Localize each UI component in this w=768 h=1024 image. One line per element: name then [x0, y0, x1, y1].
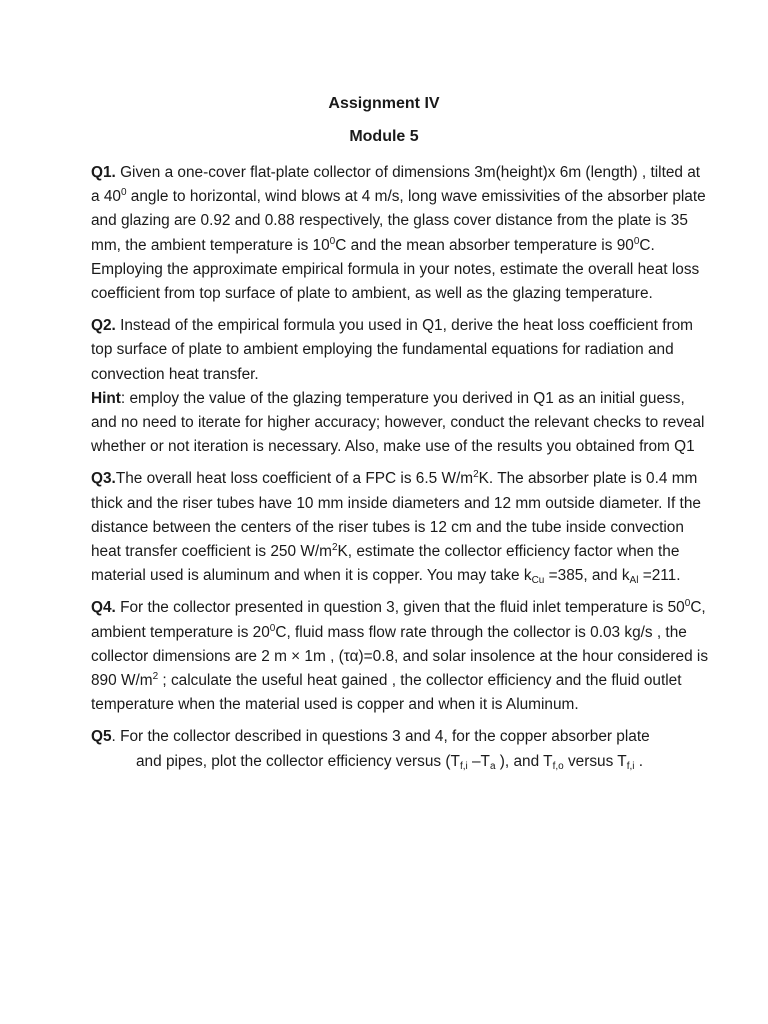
- q3-sub-al: Al: [629, 575, 639, 587]
- question-4: [91, 596, 711, 717]
- q3-text-a: The overall heat loss coefficient of a FPC is 6.5 W/m: [115, 470, 474, 488]
- q4-sup-a: 0: [684, 598, 691, 610]
- q5-text-f: .: [634, 752, 644, 770]
- question-2-hint: [91, 387, 711, 460]
- q3-sup-b: 2: [331, 542, 338, 554]
- q3-sup-a: 2: [473, 469, 479, 481]
- q3-text-c: K, estimate the collector efficiency factor when the material used is aluminum and when it is copper. You may take k: [91, 543, 680, 585]
- q3-text-b: K. The absorber plate is 0.4 mm thick and the riser tubes have 10 mm inside diameters and 12 mm outside diameter. If the distance between the centers of the riser tubes is 12 cm and the tube inside convection heat transfer coefficient is 250 W/m: [91, 470, 701, 561]
- page-title: Assignment IV: [328, 95, 440, 112]
- q1-text-c: C and the mean absorber temperature is 90: [335, 236, 634, 254]
- hint-text: : employ the value of the glazing temperature you derived in Q1 as an initial guess, and no need to iterate for higher accuracy; however, conduct the relevant checks to reveal whether or not iteration is necessary. Also, make use of the results you obtained from Q1: [91, 389, 705, 456]
- q1-sup-b: 0: [329, 235, 336, 247]
- q4-sup-b: 0: [269, 622, 276, 634]
- question-1: [91, 161, 711, 258]
- q4-text-c: C, fluid mass flow rate through the collector is 0.03 kg/s , the collector dimensions are 2 m × 1m , (τα)=0.8, and solar insolence at the hour considered is 890 W/m: [91, 623, 709, 690]
- q1-sup-c: 0: [633, 235, 640, 247]
- q5-text-e: versus T: [563, 752, 627, 770]
- q5-text-a: . For the collector described in questions 3 and 4, for the copper absorber plate: [111, 728, 650, 746]
- question-5-cont: [91, 750, 711, 774]
- question-5: [91, 725, 711, 749]
- q3-text-e: =211.: [638, 567, 681, 585]
- q2-label: Q2.: [91, 317, 116, 335]
- q4-label: Q4.: [91, 599, 116, 617]
- hint-label: Hint: [91, 389, 121, 407]
- page-subtitle: Module 5: [349, 128, 419, 145]
- questions: [91, 161, 711, 774]
- q5-sub-a: a: [489, 760, 496, 772]
- q1-text-a: Given a one-cover flat-plate collector of dimensions 3m(height)x 6m (length) , tilted at a 40: [91, 164, 701, 206]
- q3-sub-cu: Cu: [531, 575, 545, 587]
- q1-sup-a: 0: [120, 187, 127, 199]
- q2-text: Instead of the empirical formula you used in Q1, derive the heat loss coefficient from top surface of plate to ambient employing the fundamental equations for radiation and convection heat transfer.: [91, 317, 693, 383]
- q1-text-d: C.: [639, 236, 655, 254]
- question-1-task: Employing the approximate empirical formula in your notes, estimate the overall heat loss coefficient from top surface of plate to ambient, as well as the glazing temperature.: [91, 260, 700, 303]
- q4-text-d: ; calculate the useful heat gained , the collector efficiency and the fluid outlet temperature when the material used is copper and when it is Aluminum.: [91, 672, 682, 714]
- q4-text-a: For the collector presented in question 3, given that the fluid inlet temperature is 50: [115, 599, 685, 617]
- q5-sub-fi-2: f,i: [626, 760, 635, 772]
- question-3: [91, 467, 711, 588]
- question-2: [91, 314, 711, 387]
- q4-text-b: C, ambient temperature is 20: [91, 599, 706, 641]
- q1-label: Q1.: [91, 164, 116, 181]
- q5-text-b: and pipes, plot the collector efficiency versus (T: [136, 752, 460, 770]
- q5-text-d: ), and T: [495, 752, 553, 770]
- q3-text-d: =385, and k: [544, 567, 630, 585]
- q5-text-c: –T: [467, 752, 490, 770]
- q5-sub-fi: f,i: [459, 760, 468, 772]
- q3-label: Q3.: [91, 470, 116, 488]
- q1-text-b: angle to horizontal, wind blows at 4 m/s, long wave emissivities of the absorber plate and glazing are 0.92 and 0.88 respectively, the glass cover distance from the plate is 35 mm, the ambient temperature is 10: [91, 188, 706, 254]
- q5-sub-fo: f,o: [552, 760, 564, 772]
- q4-sup-c: 2: [152, 671, 159, 683]
- q5-label: Q5: [91, 728, 112, 746]
